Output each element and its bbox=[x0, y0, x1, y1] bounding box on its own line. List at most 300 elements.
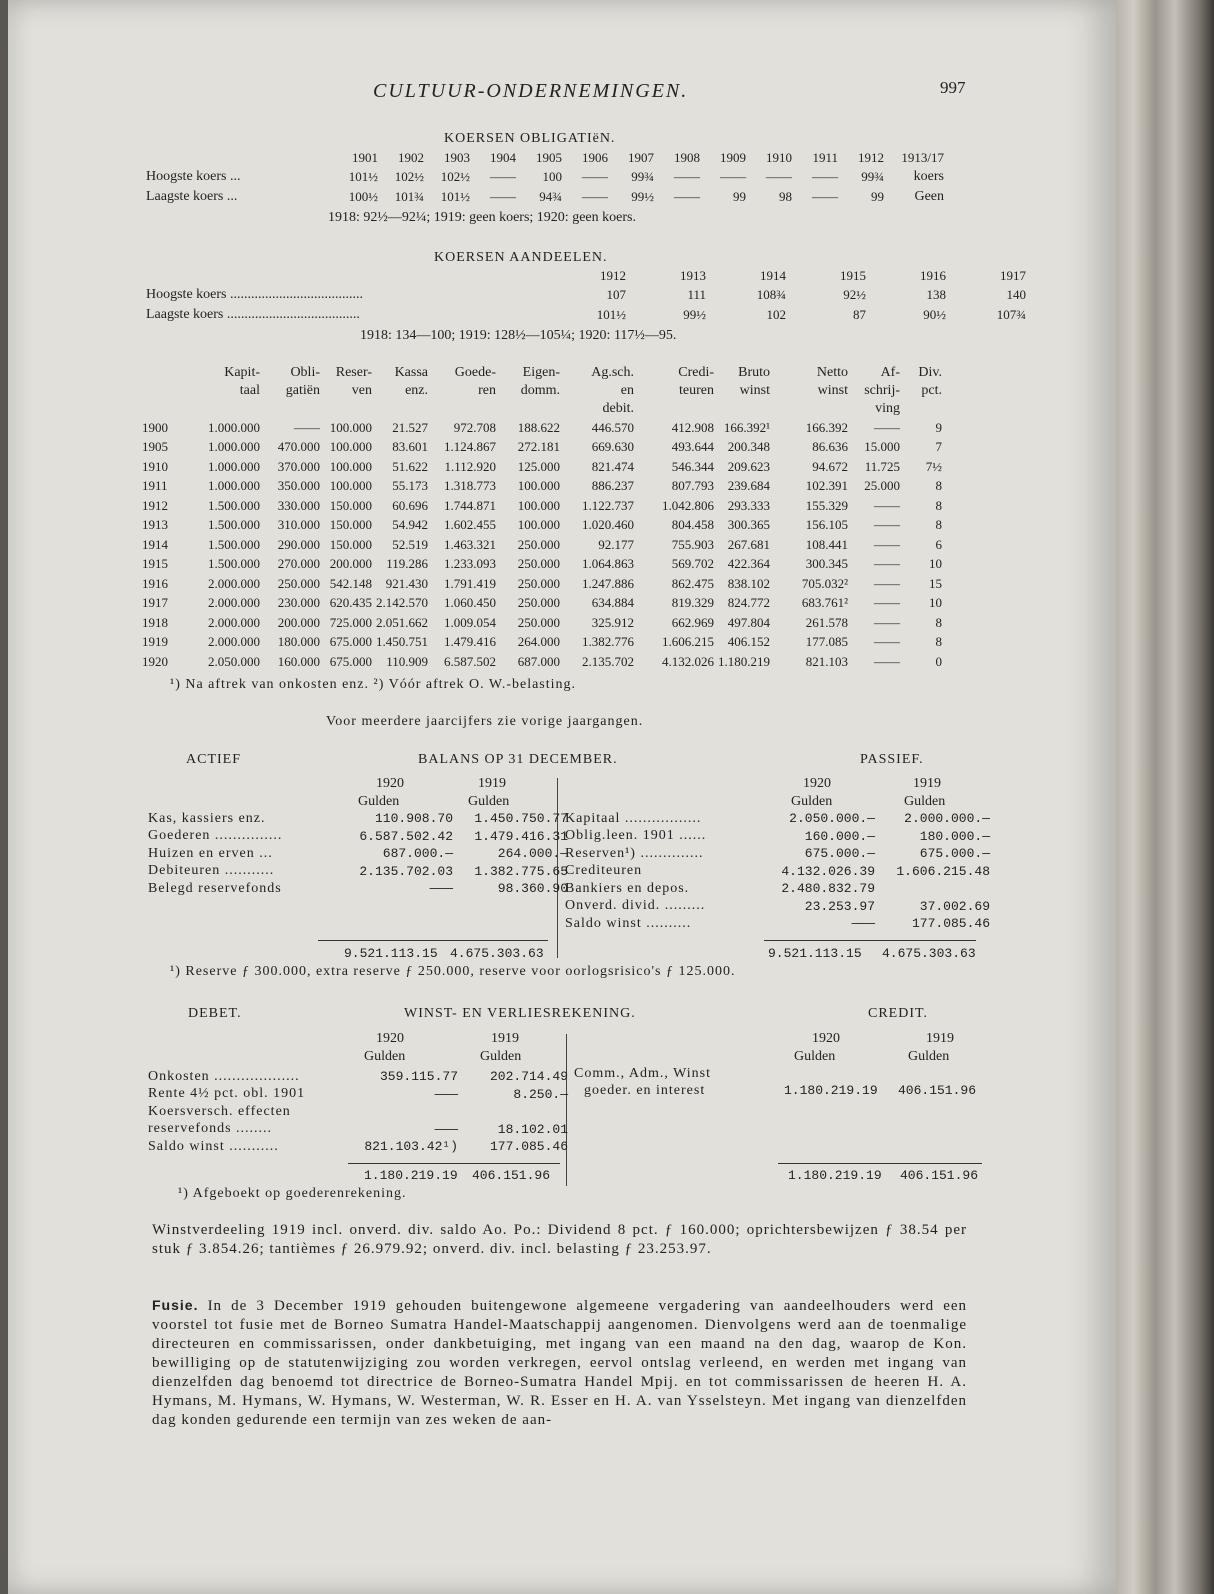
cell: 107¾ bbox=[996, 306, 1026, 322]
year-label: 1920 bbox=[376, 776, 404, 791]
cell: 108.441 bbox=[805, 536, 848, 552]
item-label: Belegd reservefonds bbox=[148, 880, 282, 896]
unit-label: Gulden bbox=[480, 1049, 522, 1064]
year-cell: 1914 bbox=[142, 536, 168, 552]
header-row bbox=[142, 382, 942, 400]
cell: Geen bbox=[914, 188, 944, 204]
year-cell: 1910 bbox=[142, 458, 168, 474]
cell: —— bbox=[874, 595, 900, 611]
column-header bbox=[714, 400, 770, 418]
cell: 8 bbox=[935, 497, 942, 513]
row-label: Laagste koers ...................................... bbox=[146, 306, 360, 322]
cell: 300.345 bbox=[805, 556, 848, 572]
list-item bbox=[148, 1121, 568, 1139]
jaarcijfers-table bbox=[142, 364, 942, 672]
cell: 99½ bbox=[631, 188, 654, 204]
cell: 1.042.806 bbox=[662, 497, 714, 513]
year-cell: 1919 bbox=[142, 634, 168, 650]
credit-item-label: Comm., Adm., Winst bbox=[574, 1066, 711, 1081]
cell: —— bbox=[874, 653, 900, 669]
obligaties-title: KOERSEN OBLIGATIëN. bbox=[444, 131, 616, 146]
cell: 15.000 bbox=[864, 439, 900, 455]
passief-list bbox=[565, 810, 990, 933]
cell: 546.344 bbox=[671, 458, 714, 474]
list-item bbox=[565, 810, 990, 828]
item-label: Kapitaal ................. bbox=[565, 810, 702, 826]
cell: 100.000 bbox=[329, 439, 372, 455]
cell: 230.000 bbox=[277, 595, 320, 611]
cell: 1.180.219 bbox=[718, 653, 770, 669]
year-cell: 1900 bbox=[142, 419, 168, 435]
aandeelen-table bbox=[146, 266, 1026, 325]
table-row bbox=[146, 168, 944, 188]
cell: —— bbox=[874, 419, 900, 435]
cell: 100.000 bbox=[329, 478, 372, 494]
cell: 188.622 bbox=[517, 419, 560, 435]
year-label: 1919 bbox=[478, 776, 506, 791]
table-row bbox=[142, 555, 942, 575]
year-label: 1920 bbox=[812, 1031, 840, 1046]
cell: 1.500.000 bbox=[208, 497, 260, 513]
value-1919: 202.714.49 bbox=[489, 1069, 568, 1085]
value-1919: 1.450.750.77 bbox=[474, 811, 568, 827]
item-label: Saldo winst ........... bbox=[148, 1138, 279, 1154]
table-row bbox=[146, 305, 1026, 325]
cell: 100.000 bbox=[329, 419, 372, 435]
year-label: 1919 bbox=[926, 1031, 954, 1046]
value-1920: 359.115.77 bbox=[379, 1069, 458, 1085]
cell: 11.725 bbox=[864, 458, 900, 474]
value-1920: 821.103.42¹) bbox=[364, 1139, 458, 1155]
column-header: winst bbox=[817, 383, 848, 398]
cell: 687.000 bbox=[517, 653, 560, 669]
year-cell: 1903 bbox=[444, 149, 470, 165]
column-header: enz. bbox=[405, 383, 428, 398]
book-edge bbox=[1116, 0, 1214, 1594]
cell: 8 bbox=[935, 614, 942, 630]
cell: 1.233.093 bbox=[444, 556, 496, 572]
unit-label: Gulden bbox=[468, 794, 510, 809]
cell: 6 bbox=[935, 536, 942, 552]
cell: 972.708 bbox=[453, 419, 496, 435]
item-label: Saldo winst .......... bbox=[565, 915, 692, 931]
cell: 406.152 bbox=[727, 634, 770, 650]
cell: 180.000 bbox=[277, 634, 320, 650]
cell: —— bbox=[874, 614, 900, 630]
cell: 83.601 bbox=[392, 439, 428, 455]
cell: 1.112.920 bbox=[444, 458, 496, 474]
cell: 886.237 bbox=[591, 478, 634, 494]
cell: 166.392¹ bbox=[723, 419, 770, 435]
cell: 99½ bbox=[683, 306, 706, 322]
value-1919: 98.360.90 bbox=[497, 881, 568, 897]
cell: 921.430 bbox=[385, 575, 428, 591]
table-row bbox=[142, 516, 942, 536]
table-row bbox=[142, 652, 942, 672]
cell: —— bbox=[874, 536, 900, 552]
table-row bbox=[142, 477, 942, 497]
column-header: taal bbox=[239, 383, 260, 398]
list-item bbox=[148, 1086, 568, 1104]
table-row bbox=[142, 535, 942, 555]
cell: 92.177 bbox=[598, 536, 634, 552]
table-row bbox=[142, 418, 942, 438]
list-item bbox=[565, 828, 990, 846]
column-header: ving bbox=[875, 401, 900, 416]
year-cell: 1907 bbox=[628, 149, 654, 165]
column-header: schrij- bbox=[864, 383, 900, 398]
cell: 1.479.416 bbox=[444, 634, 496, 650]
cell: 54.942 bbox=[392, 517, 428, 533]
fusie-text: In de 3 December 1919 gehouden buitengewone algemeene vergadering van aandeelhouders werd een voorstel tot fusie met de Borneo Sumatra Handel-Maatschappij aangenomen. Dienvolgens werd aan de toenmalige directeuren en commissarissen, onder dankbetuiging, met ingang van een maand na den dag, waarop de Kon. bewilliging op de statutenwijziging zou worden verkregen, eervol ontslag verleend, en werden met ingang van dienzelfden dag benoemd tot directrice de Borneo-Sumatra Handel Mpij. en tot commissarissen de heeren H. A. Hymans, M. Hymans, W. Hymans, W. Westerman, W. R. Esser en H. A. van Ysselsteyn. Met ingang van dienzelfden dag konden gedurende een termijn van zes weken de aan- bbox=[152, 1298, 968, 1428]
cell: 21.527 bbox=[392, 419, 428, 435]
cell: 2.142.570 bbox=[376, 595, 428, 611]
year-cell: 1917 bbox=[142, 595, 168, 611]
column-header bbox=[496, 400, 560, 418]
year-cell: 1912 bbox=[142, 497, 168, 513]
column-header: teuren bbox=[679, 383, 714, 398]
cell: 1.000.000 bbox=[208, 419, 260, 435]
value-1919: 675.000.— bbox=[919, 846, 990, 862]
item-label: Huizen en erven ... bbox=[148, 845, 273, 861]
cell: 1.500.000 bbox=[208, 556, 260, 572]
cell: 250.000 bbox=[517, 595, 560, 611]
cell: 2.050.000 bbox=[208, 653, 260, 669]
table-row bbox=[142, 457, 942, 477]
paragraph-text bbox=[152, 1296, 967, 1430]
cell: 99¾ bbox=[861, 169, 884, 185]
cell: 100.000 bbox=[517, 517, 560, 533]
value-1919: 2.000.000.— bbox=[904, 811, 990, 827]
table-row bbox=[146, 286, 1026, 306]
cell: 119.286 bbox=[386, 556, 428, 572]
cell: 300.365 bbox=[727, 517, 770, 533]
credit-value: 406.151.96 bbox=[898, 1083, 977, 1098]
cell: 200.000 bbox=[277, 614, 320, 630]
cell: 2.000.000 bbox=[208, 575, 260, 591]
cell: 1.060.450 bbox=[444, 595, 496, 611]
cell: 2.051.662 bbox=[376, 614, 428, 630]
cell: 807.793 bbox=[671, 478, 714, 494]
cell: 250.000 bbox=[517, 614, 560, 630]
cell: 100.000 bbox=[329, 458, 372, 474]
item-label: Koersversch. effecten bbox=[148, 1103, 291, 1119]
total-value: 9.521.113.15 bbox=[768, 946, 862, 961]
column-header bbox=[320, 400, 372, 418]
cell: 110.909 bbox=[386, 653, 428, 669]
column-header: Div. bbox=[918, 365, 942, 380]
total-rule bbox=[318, 940, 548, 941]
cell: 8 bbox=[935, 517, 942, 533]
cell: 155.329 bbox=[805, 497, 848, 513]
cell: 8 bbox=[935, 634, 942, 650]
balans-title: BALANS OP 31 DECEMBER. bbox=[418, 752, 618, 767]
column-header bbox=[192, 400, 260, 418]
year-cell: 1904 bbox=[490, 149, 516, 165]
value-1920: 2.050.000.— bbox=[789, 811, 875, 827]
cell: —— bbox=[766, 169, 792, 185]
table-row bbox=[142, 613, 942, 633]
paragraph-text: Winstverdeeling 1919 incl. onverd. div. saldo Ao. Po.: Dividend 8 pct. ƒ 160.000; oprichtersbewijzen ƒ 38.54 per stuk ƒ 3.854.26; tantièmes ƒ 26.979.92; onverd. div. incl. belasting ƒ 23.253.97. bbox=[152, 1222, 967, 1257]
cell: 493.644 bbox=[671, 439, 714, 455]
cell: 250.000 bbox=[277, 575, 320, 591]
year-cell: 1915 bbox=[142, 556, 168, 572]
unit-label: Gulden bbox=[358, 794, 400, 809]
cell: 55.173 bbox=[392, 478, 428, 494]
column-header: debit. bbox=[602, 401, 634, 416]
item-label: Crediteuren bbox=[565, 863, 643, 879]
actief-list bbox=[148, 810, 568, 898]
cell: 634.884 bbox=[591, 595, 634, 611]
unit-label: Gulden bbox=[904, 794, 946, 809]
year-cell: 1908 bbox=[674, 149, 700, 165]
cell: 620.435 bbox=[329, 595, 372, 611]
cell: 725.000 bbox=[329, 614, 372, 630]
cell: 25.000 bbox=[864, 478, 900, 494]
value-1920: 675.000.— bbox=[804, 846, 875, 862]
value-1920: 110.908.70 bbox=[374, 811, 453, 827]
cell: 99 bbox=[871, 188, 884, 204]
cell: 99¾ bbox=[631, 169, 654, 185]
cell: 821.474 bbox=[591, 458, 634, 474]
value-1919: 18.102.01 bbox=[497, 1121, 568, 1137]
column-header: Bruto bbox=[738, 365, 770, 380]
cell: 1.500.000 bbox=[208, 536, 260, 552]
cell: 52.519 bbox=[392, 536, 428, 552]
unit-label: Gulden bbox=[908, 1049, 950, 1064]
year-label: 1919 bbox=[491, 1031, 519, 1046]
cell: 662.969 bbox=[671, 614, 714, 630]
cell: 150.000 bbox=[329, 497, 372, 513]
value-1919: 1.606.215.48 bbox=[896, 863, 990, 879]
cell: 446.570 bbox=[591, 419, 634, 435]
column-header bbox=[142, 382, 192, 400]
winst-footnote: ¹) Afgeboekt op goederenrekening. bbox=[178, 1186, 407, 1201]
cell: —— bbox=[874, 497, 900, 513]
total-value: 9.521.113.15 bbox=[344, 946, 438, 961]
cell: 1.382.776 bbox=[582, 634, 634, 650]
total-value: 4.675.303.63 bbox=[450, 946, 544, 961]
obligaties-note: 1918: 92½—92¼; 1919: geen koers; 1920: geen koers. bbox=[328, 210, 636, 225]
item-label: Onverd. divid. ......... bbox=[565, 898, 706, 914]
year-cell: 1905 bbox=[142, 439, 168, 455]
cell: 101½ bbox=[596, 306, 626, 322]
cell: 330.000 bbox=[277, 497, 320, 513]
year-cell: 1913 bbox=[680, 267, 706, 283]
cell: 239.684 bbox=[727, 478, 770, 494]
cell: 1.500.000 bbox=[208, 517, 260, 533]
column-header: pct. bbox=[921, 383, 942, 398]
year-cell: 1912 bbox=[858, 149, 884, 165]
cell: 102.391 bbox=[805, 478, 848, 494]
cell: 86.636 bbox=[812, 439, 848, 455]
cell: 15 bbox=[929, 575, 942, 591]
running-title: CULTUUR-ONDERNEMINGEN. bbox=[373, 80, 689, 102]
cell: 4.132.026 bbox=[662, 653, 714, 669]
fusie-heading: Fusie. bbox=[152, 1297, 199, 1313]
cell: 8 bbox=[935, 478, 942, 494]
cell: 412.908 bbox=[671, 419, 714, 435]
column-header bbox=[900, 400, 942, 418]
cell: 1.124.867 bbox=[444, 439, 496, 455]
cell: 100 bbox=[542, 169, 562, 185]
cell: —— bbox=[674, 188, 700, 204]
cell: 10 bbox=[929, 556, 942, 572]
cell: 250.000 bbox=[517, 556, 560, 572]
year-cell: 1920 bbox=[142, 653, 168, 669]
year-label: 1920 bbox=[803, 776, 831, 791]
item-label: Debiteuren ........... bbox=[148, 863, 275, 879]
cell: 675.000 bbox=[329, 653, 372, 669]
value-1919: 37.002.69 bbox=[919, 898, 990, 914]
cell: 108¾ bbox=[756, 287, 786, 303]
header-row bbox=[142, 364, 942, 382]
aandeelen-note: 1918: 134—100; 1919: 128½—105¼; 1920: 117½—95. bbox=[360, 328, 677, 343]
cell: 1.744.871 bbox=[444, 497, 496, 513]
column-header: Kapit- bbox=[224, 365, 260, 380]
cell: 102½ bbox=[440, 169, 470, 185]
cell: 60.696 bbox=[392, 497, 428, 513]
column-header: winst bbox=[739, 383, 770, 398]
cell: 6.587.502 bbox=[444, 653, 496, 669]
list-item bbox=[148, 845, 568, 863]
year-cell: 1918 bbox=[142, 614, 168, 630]
list-item bbox=[148, 828, 568, 846]
cell: 92½ bbox=[843, 287, 866, 303]
cell: —— bbox=[582, 169, 608, 185]
cell: 470.000 bbox=[277, 439, 320, 455]
value-1920: ——— bbox=[429, 881, 453, 897]
total-value: 406.151.96 bbox=[472, 1168, 551, 1183]
value-1920: ——— bbox=[434, 1086, 458, 1102]
column-header: ren bbox=[478, 383, 496, 398]
cell: 821.103 bbox=[805, 653, 848, 669]
item-label: reservefonds ........ bbox=[148, 1121, 273, 1137]
column-header bbox=[428, 400, 496, 418]
cell: 100.000 bbox=[517, 497, 560, 513]
year-cell: 1914 bbox=[760, 267, 786, 283]
credit-value: 1.180.219.19 bbox=[784, 1083, 878, 1098]
value-1920: 160.000.— bbox=[804, 828, 875, 844]
item-label: Bankiers en depos. bbox=[565, 880, 690, 896]
cell: 542.148 bbox=[329, 575, 372, 591]
row-label: Hoogste koers ...................................... bbox=[146, 287, 363, 303]
obligaties-table bbox=[146, 148, 944, 207]
column-header: Eigen- bbox=[522, 365, 560, 380]
cell: 177.085 bbox=[805, 634, 848, 650]
year-cell: 1901 bbox=[352, 149, 378, 165]
cell: 99 bbox=[733, 188, 746, 204]
balans-footnote: ¹) Reserve ƒ 300.000, extra reserve ƒ 250.000, reserve voor oorlogsrisico's ƒ 125.000. bbox=[170, 964, 736, 979]
list-item bbox=[148, 1103, 568, 1121]
value-1920: 2.135.702.03 bbox=[359, 863, 453, 879]
cell: 98 bbox=[779, 188, 792, 204]
cell: —— bbox=[874, 634, 900, 650]
cell: —— bbox=[812, 188, 838, 204]
cell: 7 bbox=[935, 439, 942, 455]
item-label: Onkosten ................... bbox=[148, 1068, 300, 1084]
value-1919: 177.085.46 bbox=[911, 916, 990, 932]
total-value: 1.180.219.19 bbox=[788, 1168, 882, 1183]
aandeelen-year-row bbox=[146, 266, 1026, 286]
total-rule bbox=[778, 1163, 982, 1164]
value-1920: 6.587.502.42 bbox=[359, 828, 453, 844]
cell: 1.463.321 bbox=[444, 536, 496, 552]
row-label: Laagste koers ... bbox=[146, 188, 238, 204]
cell: 683.761² bbox=[801, 595, 848, 611]
list-item bbox=[565, 915, 990, 933]
cell: 1.122.737 bbox=[582, 497, 634, 513]
cell: 310.000 bbox=[277, 517, 320, 533]
credit-label: CREDIT. bbox=[868, 1006, 929, 1021]
value-1920: 4.132.026.39 bbox=[781, 863, 875, 879]
cell: 1.247.886 bbox=[582, 575, 634, 591]
table-row bbox=[146, 187, 944, 207]
cell: 107 bbox=[606, 287, 626, 303]
item-label: Goederen ............... bbox=[148, 828, 283, 844]
cell: —— bbox=[674, 169, 700, 185]
value-1919: 177.085.46 bbox=[489, 1139, 568, 1155]
column-header: Ag.sch. bbox=[591, 365, 634, 380]
total-value: 406.151.96 bbox=[900, 1168, 979, 1183]
aandeelen-title: KOERSEN AANDEELEN. bbox=[434, 250, 608, 265]
cell: 140 bbox=[1006, 287, 1026, 303]
cell: 2.000.000 bbox=[208, 614, 260, 630]
cell: 569.702 bbox=[671, 556, 714, 572]
cell: —— bbox=[294, 419, 320, 435]
cell: 2.000.000 bbox=[208, 634, 260, 650]
cell: 160.000 bbox=[277, 653, 320, 669]
cell: 51.622 bbox=[392, 458, 428, 474]
cell: 94.672 bbox=[812, 458, 848, 474]
column-header: Credi- bbox=[678, 365, 714, 380]
list-item bbox=[565, 845, 990, 863]
total-value: 4.675.303.63 bbox=[882, 946, 976, 961]
year-cell: 1905 bbox=[536, 149, 562, 165]
cell: 0 bbox=[935, 653, 942, 669]
fusie-paragraph bbox=[152, 1296, 967, 1430]
cell: 87 bbox=[853, 306, 866, 322]
cell: 290.000 bbox=[277, 536, 320, 552]
cell: 166.392 bbox=[805, 419, 848, 435]
debet-list bbox=[148, 1068, 568, 1156]
cell: 293.333 bbox=[727, 497, 770, 513]
year-cell: 1902 bbox=[398, 149, 424, 165]
jaarcijfers-more-note: Voor meerdere jaarcijfers zie vorige jaargangen. bbox=[326, 714, 644, 729]
cell: 101½ bbox=[348, 169, 378, 185]
cell: 350.000 bbox=[277, 478, 320, 494]
column-header bbox=[770, 400, 848, 418]
list-item bbox=[148, 863, 568, 881]
cell: —— bbox=[720, 169, 746, 185]
cell: —— bbox=[812, 169, 838, 185]
cell: 111 bbox=[687, 287, 706, 303]
value-1919: 8.250.— bbox=[513, 1086, 568, 1102]
unit-label: Gulden bbox=[794, 1049, 836, 1064]
value-1920: 23.253.97 bbox=[804, 898, 875, 914]
table-row bbox=[142, 633, 942, 653]
cell: —— bbox=[874, 556, 900, 572]
cell: —— bbox=[582, 188, 608, 204]
cell: 138 bbox=[926, 287, 946, 303]
cell: 862.475 bbox=[671, 575, 714, 591]
year-cell: 1909 bbox=[720, 149, 746, 165]
table-row bbox=[142, 594, 942, 614]
cell: —— bbox=[490, 169, 516, 185]
cell: 2.135.702 bbox=[582, 653, 634, 669]
column-header: domm. bbox=[520, 383, 560, 398]
cell: 1.000.000 bbox=[208, 439, 260, 455]
